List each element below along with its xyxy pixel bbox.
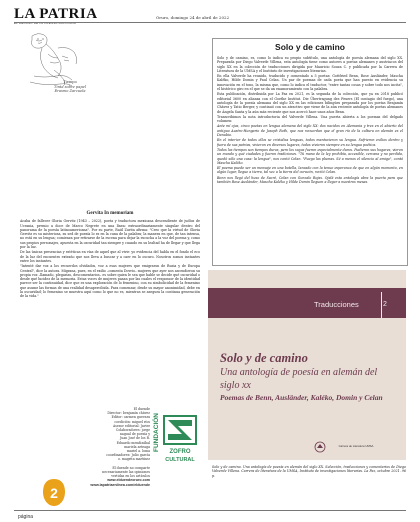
memoriam-paragraph: Acaba de fallecer Gloria Gervitz (1943 – 2022), poeta y traductora mexicana descendiente de judíos de Ucrania, premio a doce de Marco Negrete en una línea: extraordinariamente singular dentro del panorama de la poesía latinoamericana". Por su parte, Raúl Zurita afirma: "Creo que la virtud de Gloria Gervitz es su misteriosa, su sed de poesía lo es en la cuna de la palabra; la manera en que, de tan intensa, no está en su lengua; comienza por retirarse de la escena para dejar la escucha a la voz del poema y, como sus propios personajes, apuesta en la oscuridad tan siempre y cuando en su lealtad ha de llegar y que llega por la luz. [20, 219, 200, 250]
book-review-paragraph: Ante mí ojos, cinco poetas en lengua alemana del siglo XX: dos nacidos en Alemania y tres en el abierto del antiguo Austro-Hungario de Joseph Roth, que nos recuerdan que el gran río de la cultura en alemán es el Danubio. [217, 124, 403, 138]
sketch-caption [40, 80, 100, 94]
sketch-title: Tiempo [63, 80, 77, 84]
credits-line: coordinadores: Julio garcía [106, 453, 150, 458]
credits-line: o. magrita martínez [118, 457, 150, 462]
logo-zofro-text: ZOFRO [169, 449, 191, 455]
newspaper-tagline: EL DECANO DE LA PRENSA BOLIVIANA [14, 21, 77, 25]
university-emblem-icon [314, 441, 326, 453]
credits-line: nagual de poesía y [119, 432, 150, 437]
cover-divider [381, 292, 382, 318]
footer-rule [14, 510, 406, 511]
memoriam-paragraph: De las únicas presencias y estéticas en vías de aquel que al vivir: yo evidencia del habla en el fondo el eco de la luz del encuentro extraño que nos lleva a buscar y a caer en lo oscuro. Nosotros somos instantes entre los instantes. [20, 250, 200, 263]
book-cover [208, 270, 406, 460]
sketch-artist: Erasmo Zarzuela [54, 89, 86, 93]
book-review-paragraph: El poema puede ser un mensaje en una botella, lanzado con la tenue esperanza de que en algún momento, en algún lugar, llegue a tierra, tal vez a la tierra del corazón, recitó Celan. [217, 166, 403, 175]
credits-line: mariela arteaga [124, 444, 150, 449]
memoriam-paragraph: "Intenté dar voz a los recuerdos olvidados, voz a esas mujeres que emigraron de Rusia y de Europa Central", dice la autora. Migrana, pues, en el exilio –comenta Dovrio– mujeres que ayer nos ascendieron su propia voz –llamado, plegarias, descomentarios– es sobre quien le sea que hable se decide qué oscuridad o desde qué lucidez de la memoria. Estas voces de mujeres pasan por las cuales el responsor de la identidad parece ser la continuidad, dice que es una exploración de lo femenino, con su simbolicidad de la femenino que asume las formas de una realidad desapercibida. Para comenzar, desde su mayor anonimidad, debe en la oscuridad; lo femenino se muestra aquí como lo que no es, mientras se asegura la continua generación de la vida." [20, 264, 200, 299]
book-review-paragraph: Transcribimos la nota introductoria del Valverde Villena. Una puerta abierta a los poemas del delgado volumen: [217, 114, 403, 124]
credits-line: Asesor editorial: Javier [112, 423, 150, 428]
book-review-paragraph: Todos los tiempos son tiempos duros, pero los suyos fueron especialmente duros. Pudieron sus hogares, vieron un mundo y qué ciudades y fueron tradiciones. "Tú mano de la ley prohibía, accesible, cercana y no perdida, quedó sólo una cosa: la lengua", nos contó Celan. "Fuego las plumas. Sé a menos el silencio al amigo", contó Mascha Kaléko. [217, 147, 403, 165]
cover-publisher: Carrera de Literatura UMSA [338, 444, 374, 448]
credits-web-link[interactable]: www.lapatriaenlinea.com/elduende [90, 482, 150, 487]
book-review-paragraph: Benn nos llegó del huso de Sacré, Celan con Gonzalo Rojas. Ojalá esta antología abra la puerta para que también Rose Ausländer, Mascha Kaléko y Hilde Domin lleguen a llegar a nuestros mesas. [217, 175, 403, 185]
cover-series: Traducciones [314, 300, 359, 309]
page-label-wrap [18, 503, 33, 522]
page-number-badge [42, 478, 66, 508]
credits-line: Eduardo mendizábal [116, 440, 150, 445]
credits-note-line: vertidas en los artículos [111, 474, 150, 479]
logo-cultural-text: CULTURAL [165, 457, 195, 463]
cover-subtitle: Una antología de poesía en alemán del siglo xx [220, 366, 378, 391]
logo-fundacion-text: FUNDACIÓN [153, 413, 160, 452]
credits-line: Juan José de los R. [120, 436, 150, 441]
credits-line: Director: benjamín chávez [107, 411, 150, 416]
cover-title [220, 352, 396, 391]
cover-number: 2 [383, 301, 387, 308]
header-rule [14, 22, 406, 23]
credits-line: Editor: carmen guevara [111, 415, 150, 420]
credits-line: Colaboradores: jorge [115, 428, 150, 433]
newspaper-logo: LA PATRIA [14, 6, 98, 22]
dateline: Oruro, domingo 24 de abril de 2022 [156, 15, 230, 20]
cover-band [208, 288, 406, 318]
book-review-paragraph: Solo y de camino, es, como lo indica su propio subtítulo, una antología de poesía alemana del siglo XX. Preparada por Diego Valverde Villena, esta antología tiene como autores a poetas alemanes y austriacos del siglo XX en la colección de traducciones dirigida por Mauricio Souza C. y publicada por la Carrera de Literatura de la UMSA y el Instituto de investigaciones literarias. [217, 56, 403, 73]
credits-line: mariel a. loma [126, 449, 150, 454]
memoriam-heading: Gervita In memoriam [86, 211, 134, 216]
book-review-body [217, 56, 403, 184]
page-number: 2 [50, 485, 58, 501]
cover-authors: Poemas de Benn, Ausländer, Kaléko, Domin y Celan [220, 393, 383, 402]
credits-email-link[interactable]: www.elduendeoruro.com [107, 478, 150, 483]
cover-caption-text: Solo y de camino. Una antología de poesía en alemán del siglo XX. Selección, traducciones y comentarios de Diego Valverde Villena. Carrera de literatura de la UMSA, Instituto de investigaciones literarias. La Paz, octubre 2021. 96 p. [212, 465, 406, 478]
credits-line: coedición: miguel ríos [114, 419, 150, 424]
credits-note-line: necesariamente las opiniones [102, 470, 150, 475]
credits-block [76, 407, 150, 487]
book-review-paragraph: En ella Valverde ha reunido, traducido y comentado a 5 poetas: Gottfried Benn, Rose Ausländer, Mascha Kaléko, Hilde Domin y Paul Celan. Un par de poemas de cada poeta que han puesto en evidencia su innovación en el tono, la misma que, como lo indica el traductor, "entre tantas cosas y sobre todo nos incita", el histórico giro en el que se da un enamoramiento con la palabra. [217, 74, 403, 92]
cover-title-main: Solo y de camino [220, 351, 308, 365]
memoriam-article [20, 212, 200, 300]
page-label: página [18, 514, 34, 520]
cover-caption [212, 465, 406, 478]
book-review-paragraph: Esta publicación, distribuida por La Paz en 2021, es la segunda de la colección, que ya en 2018 publicó editorial 3600 en alianza con el Goethe Institut. Die Übertragung des Feuers (El contagio del fuego), una antología de la poesía alemana del siglo XX en las ediciones bilingües preparada por los poetas Benjamín Chávez y Tatio Berger, y continuó con un atractivo que viene de la aún reciente antología de poetas alemanes de Ángela Santa y la aún más reciente que nos acercó hace unos años Benn. [217, 92, 403, 114]
credits-note-line: El duende no comparte [112, 465, 150, 470]
zofro-foundation-logo [152, 412, 200, 470]
book-review-title: Solo y de camino [275, 42, 345, 52]
credits-line: El duende [133, 407, 150, 411]
book-review-paragraph: En el interior de todos ellos se cristaliza lenguas, todos mantuvieron su lengua. Sufrieron exilios dentro y fuera de sus patrias, vivieron en diversos lugares, todos vivieron siempre en su lengua poética. [217, 138, 403, 147]
ink-sketch-illustration [18, 26, 88, 106]
book-review-box [212, 38, 408, 266]
sketch-medium: Tinta sobre papel [54, 84, 86, 89]
